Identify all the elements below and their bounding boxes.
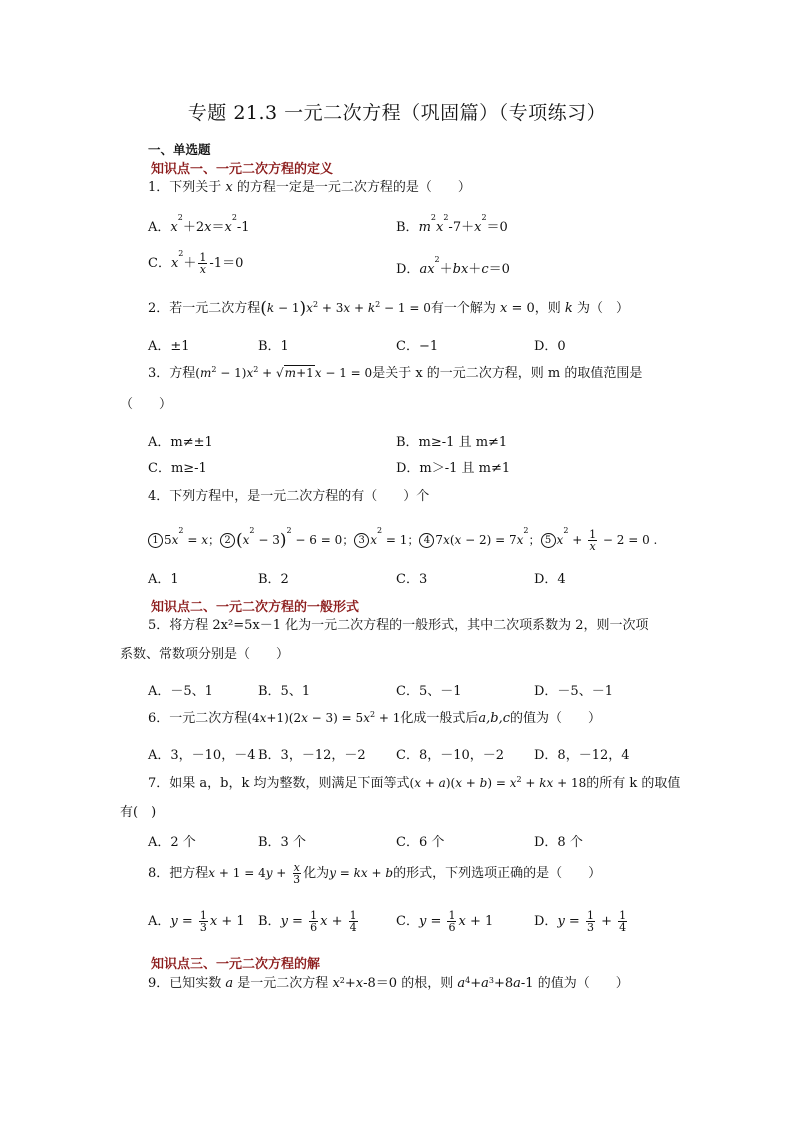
section-heading: 一、单选题 xyxy=(148,142,211,157)
q1-option-d: D．$ax^2+bx+c=0$ xyxy=(396,255,510,277)
knowledge-point-1: 知识点一、一元二次方程的定义 xyxy=(151,162,334,177)
question-5-line1: 5．将方程 2x²=5x－1 化为一元二次方程的一般形式，其中二次项系数为 2，则一次项 xyxy=(148,618,649,633)
q4-equations: 1 $5x^2 = x$； 2 $(x^2 - 3)^2 - 6 = 0$； 3 $x^2 = 1$； 4 $7x(x - 2) = 7x^2$； 5 $x^2$ + $\frac{1}{x}$ − 2 = 0 . xyxy=(148,529,657,552)
q1-option-c: C．$x^2+$ $\frac{1}{x}$ -1＝0 xyxy=(148,249,244,276)
q5-option-a: A．－5、1 xyxy=(148,684,213,699)
q6-option-b: B．3，－12，－2 xyxy=(258,748,366,763)
q3-option-b: B．m≥-1 且 m≠1 xyxy=(396,435,508,450)
q6-option-d: D．8，－12，4 xyxy=(534,748,630,763)
question-3-paren: （ ） xyxy=(120,397,173,412)
question-5-line2: 系数、常数项分别是（ ） xyxy=(120,647,290,662)
q7-option-c: C．6 个 xyxy=(396,835,445,850)
question-9: 9．已知实数 a 是一元二次方程 $x^2+x-8=0$ 的根，则 $a^4+a^3+8a-1$ 的值为（ ） xyxy=(148,976,629,991)
page-title: 专题 21.3 一元二次方程（巩固篇）（专项练习） xyxy=(187,102,607,124)
q5-option-b: B．5、1 xyxy=(258,684,311,699)
q5-option-d: D．－5、－1 xyxy=(534,684,613,699)
knowledge-point-3: 知识点三、一元二次方程的解 xyxy=(151,957,321,972)
q4-option-d: D．4 xyxy=(534,572,566,587)
q8-option-a: A．y = $\frac{1}{3}$ x + 1 xyxy=(148,909,245,934)
q4-option-b: B．2 xyxy=(258,572,289,587)
q1-option-b: B．$m^2x^2-7+x^2=0$ xyxy=(396,213,508,235)
question-7-line2: 有( ) xyxy=(120,805,157,820)
q4-option-a: A．1 xyxy=(148,572,179,587)
knowledge-point-2: 知识点二、一元二次方程的一般形式 xyxy=(151,600,360,615)
q4-option-c: C．3 xyxy=(396,572,428,587)
q2-option-b: B．1 xyxy=(258,339,289,354)
q3-option-a: A．m≠±1 xyxy=(148,435,213,450)
question-2: 2．若一元二次方程$(k - 1)x^2 + 3x + k^2 - 1 = 0$有一个解为 x = 0，则 k 为（ ） xyxy=(148,298,629,319)
question-7-line1: 7．如果 a，b，k 均为整数，则满足下面等式$(x + a)(x + b) = x^2$ + kx + 18的所有 k 的取值 xyxy=(148,775,681,791)
q8-option-c: C．y = $\frac{1}{6}$ x + 1 xyxy=(396,909,494,934)
q8-option-b: B．y = $\frac{1}{6}$ x + $\frac{1}{4}$ xyxy=(258,909,357,934)
q2-option-c: C．−1 xyxy=(396,339,439,354)
q5-option-c: C．5、－1 xyxy=(396,684,462,699)
q7-option-a: A．2 个 xyxy=(148,835,196,850)
q3-option-c: C．m≥-1 xyxy=(148,461,207,476)
question-8: 8．把方程x + 1 = 4y + $\frac{x}{3}$ 化为y = kx + b的形式，下列选项正确的是（ ） xyxy=(148,861,602,886)
q7-option-b: B．3 个 xyxy=(258,835,306,850)
q6-option-c: C．8，－10，－2 xyxy=(396,748,505,763)
q8-option-d: D．y = $\frac{1}{3}$ + $\frac{1}{4}$ xyxy=(534,909,627,934)
q3-option-d: D．m＞-1 且 m≠1 xyxy=(396,461,511,476)
question-6: 6．一元二次方程$(4x+1)(2x - 3) = 5x^2 + 1$化成一般式后a,b,c的值为（ ） xyxy=(148,710,602,726)
q1-option-a: A．$x^2+2x=x^2-1$ xyxy=(148,213,250,235)
q2-option-d: D．0 xyxy=(534,339,566,354)
question-4: 4．下列方程中，是一元二次方程的有（ ）个 xyxy=(148,489,430,504)
question-3: 3．方程$(m^2 - 1)x^2 + √m+1x - 1 = 0$是关于 x 的一元二次方程，则 m 的取值范围是 xyxy=(148,365,643,381)
q2-option-a: A．±1 xyxy=(148,339,190,354)
question-1: 1．下列关于 x 的方程一定是一元二次方程的是（ ） xyxy=(148,180,471,195)
q7-option-d: D．8 个 xyxy=(534,835,583,850)
q6-option-a: A．3，－10，－4 xyxy=(148,748,256,763)
